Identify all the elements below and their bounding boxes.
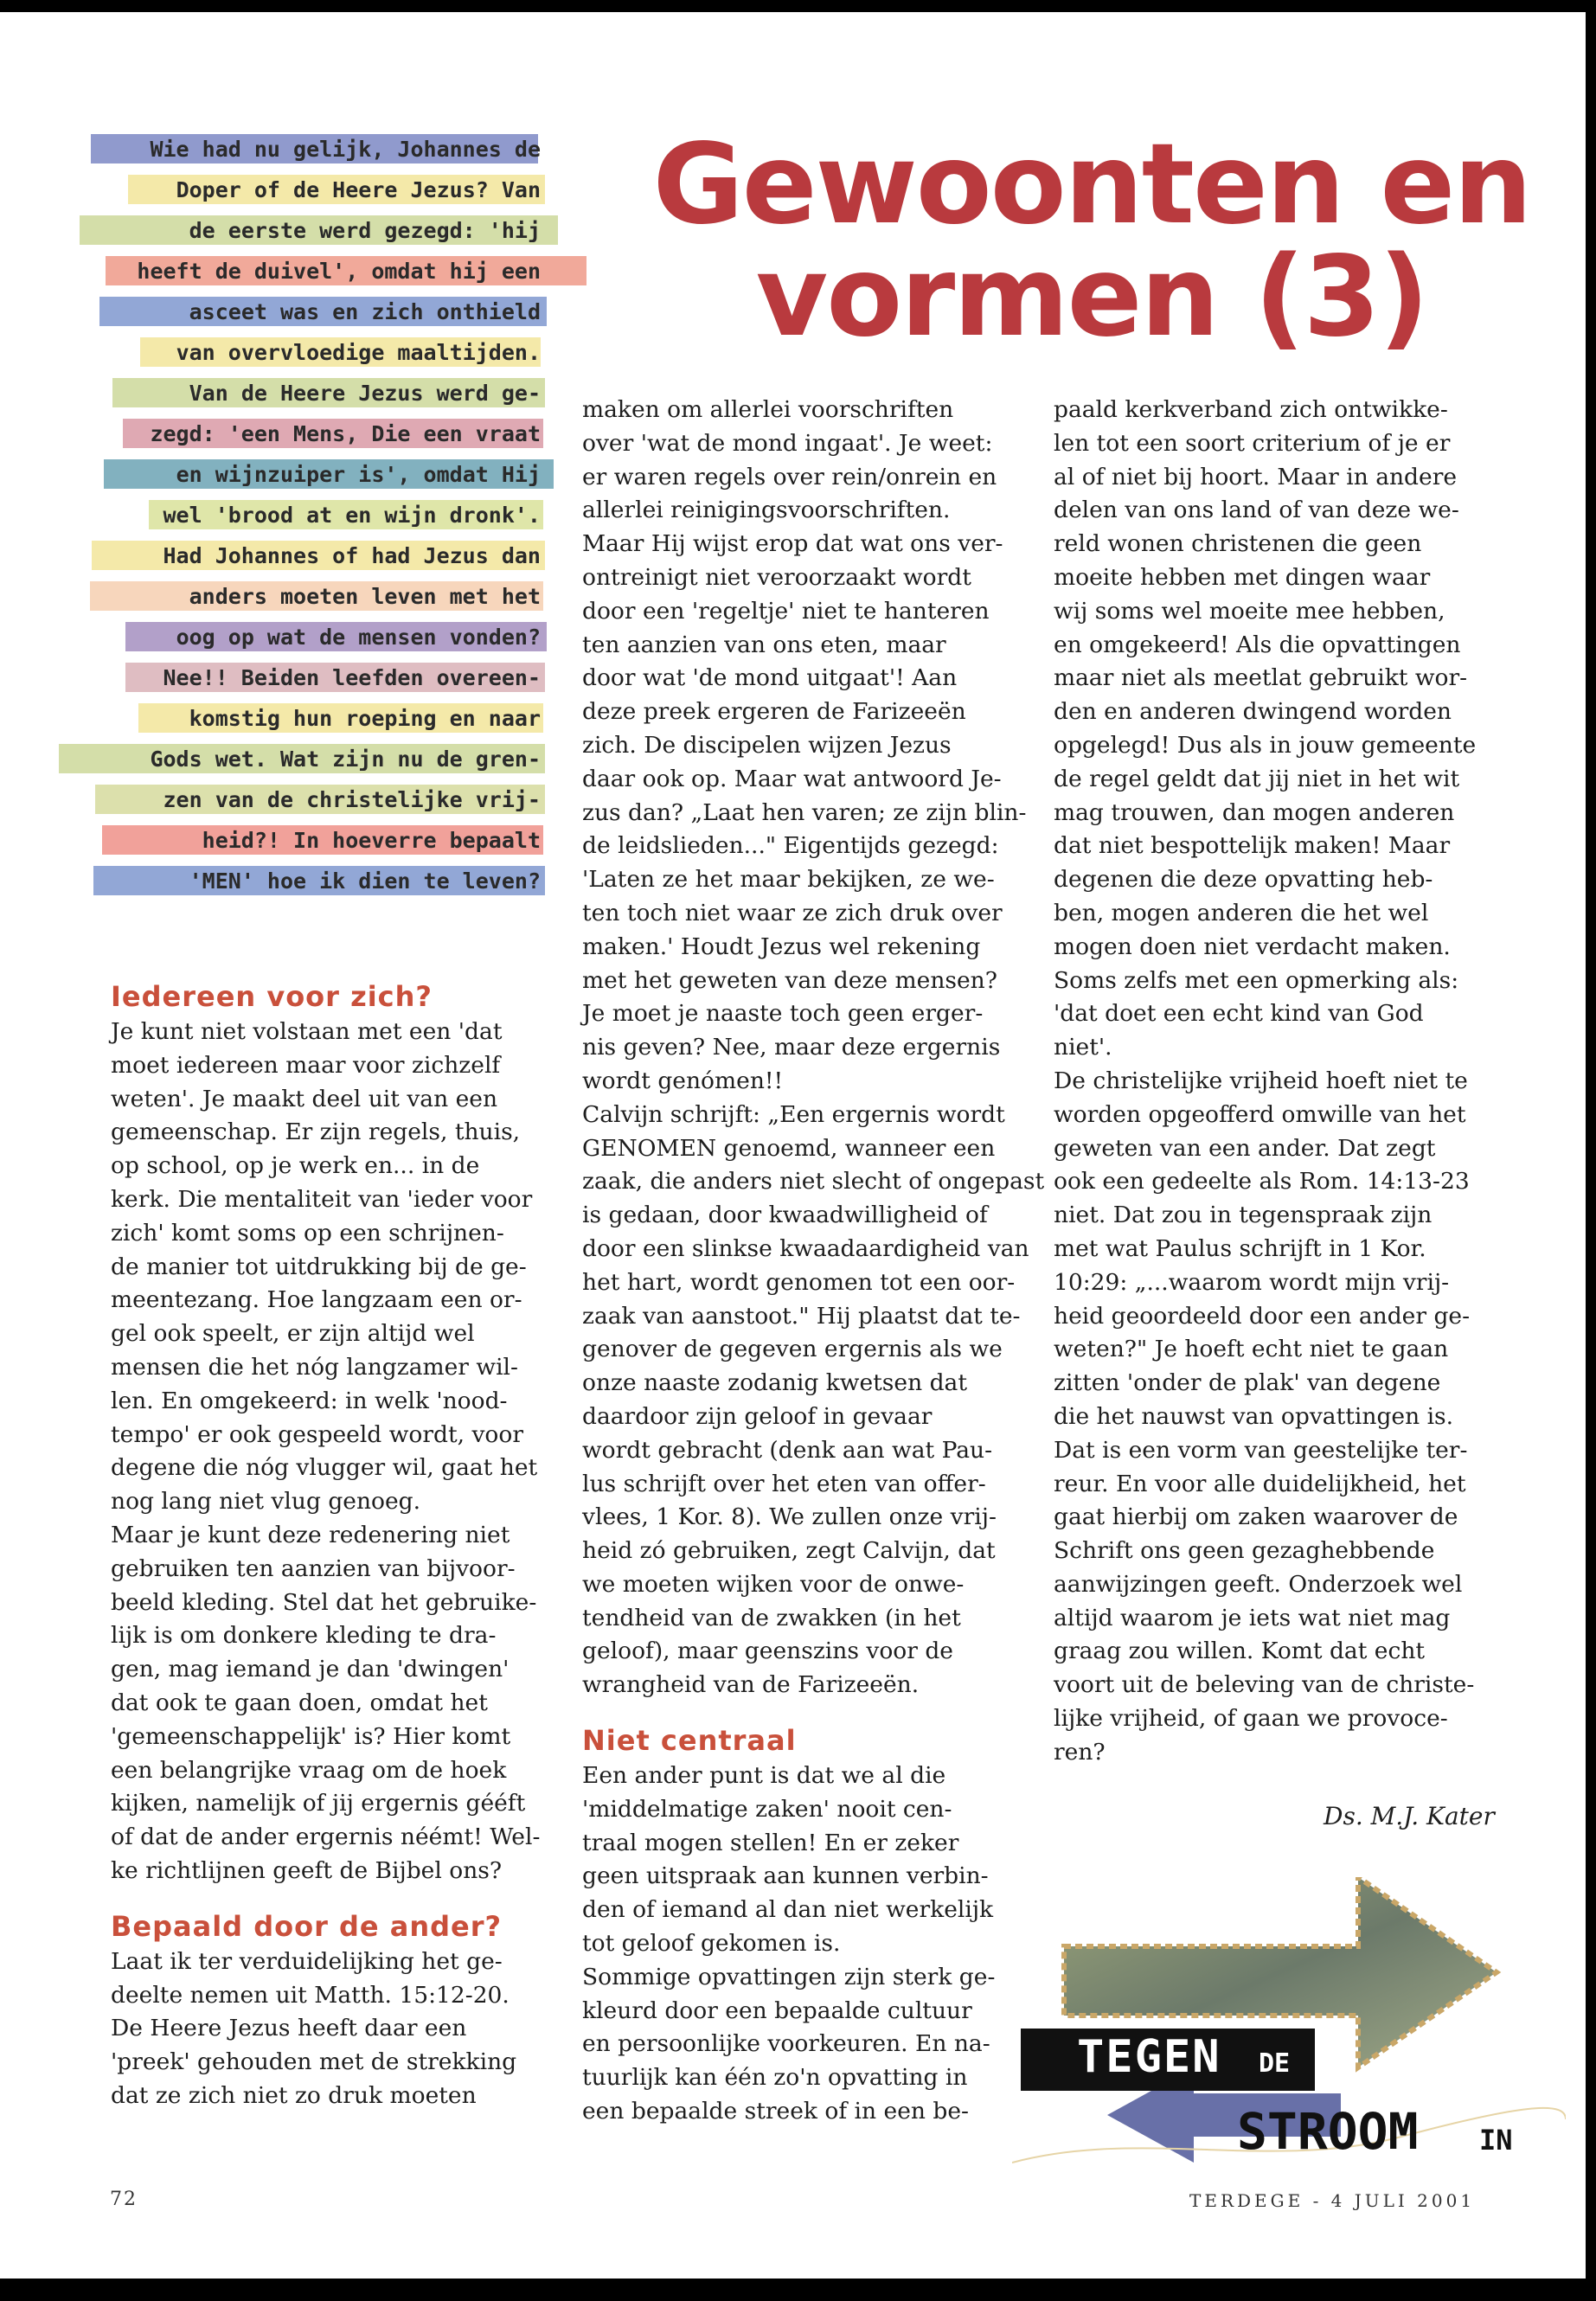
text-line: een belangrijke vraag om de hoek — [111, 1756, 507, 1784]
quote-line — [87, 376, 541, 411]
text-line: Dat is een vorm van geestelijke ter- — [1054, 1436, 1468, 1464]
text-line: en persoonlijke voorkeuren. En na- — [582, 2030, 990, 2058]
text-line: met het geweten van deze mensen? — [582, 966, 997, 994]
quote-line-text: de eerste werd gezegd: 'hij — [189, 218, 541, 243]
text-line: door een 'regeltje' niet te hanteren — [582, 597, 990, 625]
quote-line — [87, 254, 541, 289]
text-line: gebruiken ten aanzien van bijvoor- — [111, 1554, 516, 1582]
text-line: tot geloof gekomen is. — [582, 1930, 841, 1958]
quote-line — [87, 783, 541, 817]
text-line: Een ander punt is dat we al die — [582, 1762, 946, 1790]
text-line: zitten 'onder de plak' van degene — [1054, 1369, 1441, 1397]
paragraph — [1054, 394, 1476, 1770]
text-line: Maar Hij wijst erop dat wat ons ver- — [582, 530, 1003, 558]
text-line: degenen die deze opvatting heb- — [1054, 866, 1433, 894]
text-line: de leidslieden..." Eigentijds gezegd: — [582, 832, 999, 860]
text-line: zich. De discipelen wijzen Jezus — [582, 731, 952, 759]
column-1 — [111, 977, 540, 2113]
text-line: we moeten wijken voor de onwe- — [582, 1570, 965, 1598]
text-line: dat niet bespottelijk maken! Maar — [1054, 832, 1451, 860]
text-line: degene die nóg vlugger wil, gaat het — [111, 1454, 538, 1482]
quote-line — [87, 498, 541, 533]
logo-word-tegen: TEGEN — [1077, 2031, 1221, 2083]
section-heading: Iedereen voor zich? — [111, 980, 433, 1013]
text-line: kerk. Die mentaliteit van 'ieder voor — [111, 1185, 533, 1213]
quote-line-text: en wijnzuiper is', omdat Hij — [176, 462, 541, 487]
text-line: niet. Dat zou in tegenspraak zijn — [1054, 1202, 1433, 1229]
text-line: een bepaalde streek of in een be- — [582, 2098, 969, 2125]
text-line: maken om allerlei voorschriften — [582, 396, 954, 423]
quote-line — [87, 702, 541, 736]
text-line: meentezang. Hoe langzaam een or- — [111, 1286, 522, 1314]
text-line: geweten van een ander. Dat zegt — [1054, 1134, 1436, 1162]
text-line: dat ze zich niet zo druk moeten — [111, 2081, 477, 2109]
logo-word-in: IN — [1479, 2124, 1513, 2157]
text-line: wij soms wel moeite mee hebben, — [1054, 597, 1445, 625]
text-line: al of niet bij hoort. Maar in andere — [1054, 463, 1458, 490]
text-line: dat ook te gaan doen, omdat het — [111, 1689, 488, 1716]
quote-line — [87, 742, 541, 777]
text-line: graag zou willen. Komt dat echt — [1054, 1638, 1426, 1665]
paragraph — [582, 1759, 1044, 2129]
text-line: ren? — [1054, 1738, 1106, 1766]
text-line: wrangheid van de Farizeeën. — [582, 1671, 920, 1699]
quote-line-text: heid?! In hoeverre bepaalt — [202, 828, 541, 853]
text-line: GENOMEN genoemd, wanneer een — [582, 1134, 996, 1162]
quote-line-text: oog op wat de mensen vonden? — [176, 625, 541, 650]
text-line: len. En omgekeerd: in welk 'nood- — [111, 1387, 508, 1414]
text-line: aanwijzingen geeft. Onderzoek wel — [1054, 1570, 1463, 1598]
page-number: 72 — [110, 2189, 138, 2210]
text-line: zaak van aanstoot." Hij plaatst dat te- — [582, 1302, 1021, 1330]
text-line: mensen die het nóg langzamer wil- — [111, 1353, 518, 1381]
text-line: 'middelmatige zaken' nooit cen- — [582, 1795, 952, 1823]
scan-border-top — [0, 0, 1596, 12]
quote-line-text: Had Johannes of had Jezus dan — [163, 543, 541, 568]
text-line: den en anderen dwingend worden — [1054, 698, 1452, 726]
column-2 — [582, 394, 1044, 2129]
text-line: Je moet je naaste toch geen erger- — [582, 1000, 984, 1028]
text-line: tempo' er ook gespeeld wordt, voor — [111, 1420, 523, 1448]
quote-line — [87, 214, 541, 248]
text-line: De Heere Jezus heeft daar een — [111, 2015, 467, 2042]
quote-line-text: Nee!! Beiden leefden overeen- — [163, 665, 541, 690]
quote-line-text: heeft de duivel', omdat hij een — [137, 259, 541, 284]
text-line: onze naaste zodanig kwetsen dat — [582, 1369, 967, 1397]
quote-line — [87, 620, 541, 655]
text-line: tuurlijk kan één zo'n opvatting in — [582, 2064, 968, 2092]
text-line: geen uitspraak aan kunnen verbin- — [582, 1862, 989, 1890]
text-line: door een slinkse kwaadaardigheid van — [582, 1234, 1029, 1262]
text-line: ben, mogen anderen die het wel — [1054, 899, 1429, 926]
text-line: lijk is om donkere kleding te dra- — [111, 1622, 497, 1650]
text-line: gen, mag iemand je dan 'dwingen' — [111, 1656, 510, 1683]
paragraph — [111, 1016, 540, 1888]
quote-line-text: wel 'brood at en wijn dronk'. — [163, 503, 541, 528]
text-line: reur. En voor alle duidelijkheid, het — [1054, 1470, 1466, 1497]
article-title-line-1: Gewoonten en — [652, 120, 1531, 249]
quote-line-text: zen van de christelijke vrij- — [163, 787, 541, 812]
text-line: vlees, 1 Kor. 8). We zullen onze vrij- — [582, 1503, 997, 1531]
quote-line — [87, 336, 541, 370]
text-line: is gedaan, door kwaadwilligheid of — [582, 1202, 988, 1229]
text-line: die het nauwst van opvattingen is. — [1054, 1402, 1454, 1430]
text-line: nis geven? Nee, maar deze ergernis — [582, 1034, 1001, 1061]
text-line: tendheid van de zwakken (in het — [582, 1604, 961, 1631]
text-line: Laat ik ter verduidelijking het ge- — [111, 1947, 503, 1975]
text-line: opgelegd! Dus als in jouw gemeente — [1054, 731, 1477, 759]
text-line: allerlei reinigingsvoorschriften. — [582, 497, 951, 524]
text-line: kijken, namelijk of jij ergernis gééft — [111, 1790, 526, 1817]
text-line: delen van ons land of van deze we- — [1054, 497, 1459, 524]
text-line: De christelijke vrijheid hoeft niet te — [1054, 1067, 1468, 1094]
quote-line — [87, 539, 541, 574]
text-line: het hart, wordt genomen tot een oor- — [582, 1268, 1016, 1296]
text-line: of dat de ander ergernis néémt! Wel- — [111, 1823, 541, 1851]
quote-line-text: 'MEN' hoe ik dien te leven? — [189, 868, 541, 894]
text-line: 'preek' gehouden met de strekking — [111, 2048, 517, 2076]
text-line: 'gemeenschappelijk' is? Hier komt — [111, 1722, 511, 1750]
text-line: worden opgeofferd omwille van het — [1054, 1100, 1466, 1128]
article-title-line-2: vormen (3) — [755, 233, 1428, 362]
quote-line — [87, 864, 541, 899]
text-line: paald kerkverband zich ontwikke- — [1054, 396, 1448, 423]
text-line: lijke vrijheid, of gaan we provoce- — [1054, 1705, 1448, 1733]
quote-line — [87, 417, 541, 452]
text-line: zaak, die anders niet slecht of ongepast — [582, 1168, 1045, 1195]
text-line: nog lang niet vlug genoeg. — [111, 1488, 421, 1516]
text-line: traal mogen stellen! En er zeker — [582, 1829, 959, 1856]
text-line: den of iemand al dan niet werkelijk — [582, 1896, 994, 1924]
text-line: len tot een soort criterium of je er — [1054, 429, 1451, 457]
text-line: door wat 'de mond uitgaat'! Aan — [582, 664, 958, 692]
paragraph — [582, 394, 1044, 1702]
text-line: ontreinigt niet veroorzaakt wordt — [582, 563, 971, 591]
text-line: ten toch niet waar ze zich druk over — [582, 899, 1003, 926]
text-line: gel ook speelt, er zijn altijd wel — [111, 1320, 475, 1348]
text-line: wordt gebracht (denk aan wat Pau- — [582, 1436, 993, 1464]
quote-line — [87, 295, 541, 330]
text-line: Soms zelfs met een opmerking als: — [1054, 966, 1459, 994]
text-line: er waren regels over rein/onrein en — [582, 463, 997, 490]
text-line: zich' komt soms op een schrijnen- — [111, 1219, 504, 1247]
text-line: weten'. Je maakt deel uit van een — [111, 1085, 498, 1112]
text-line: mogen doen niet verdacht maken. — [1054, 933, 1451, 960]
text-line: de manier tot uitdrukking bij de ge- — [111, 1253, 527, 1280]
quote-line — [87, 661, 541, 695]
quote-line-text: anders moeten leven met het — [189, 584, 541, 609]
text-line: en omgekeerd! Als die opvattingen — [1054, 631, 1461, 658]
text-line: lus schrijft over het eten van offer- — [582, 1470, 986, 1497]
quote-line-text: asceet was en zich onthield — [189, 299, 541, 324]
text-line: de regel geldt dat jij niet in het wit — [1054, 765, 1460, 792]
text-line: mag trouwen, dan mogen anderen — [1054, 798, 1455, 826]
text-line: moeite hebben met dingen waar — [1054, 563, 1431, 591]
text-line: deelte nemen uit Matth. 15:12-20. — [111, 1981, 510, 2009]
quote-line — [87, 824, 541, 858]
text-line: moet iedereen maar voor zichzelf — [111, 1051, 501, 1079]
text-line: heid zó gebruiken, zegt Calvijn, dat — [582, 1537, 996, 1565]
quote-line-text: komstig hun roeping en naar — [189, 706, 541, 731]
text-line: maar niet als meetlat gebruikt wor- — [1054, 664, 1468, 692]
quote-line — [87, 580, 541, 614]
logo-word-de: DE — [1259, 2048, 1291, 2079]
text-line: op school, op je werk en... in de — [111, 1152, 480, 1180]
text-line: met wat Paulus schrijft in 1 Kor. — [1054, 1234, 1426, 1262]
paragraph — [111, 1945, 540, 2113]
logo-word-stroom: STROOM — [1237, 2102, 1419, 2161]
text-line: reld wonen christenen die geen — [1054, 530, 1422, 558]
text-line: genover de gegeven ergernis als we — [582, 1336, 1003, 1363]
text-line: daar ook op. Maar wat antwoord Je- — [582, 765, 1002, 792]
quote-line — [87, 173, 541, 208]
quote-line-text: van overvloedige maaltijden. — [176, 340, 541, 365]
quote-line-text: Doper of de Heere Jezus? Van — [176, 177, 541, 202]
quote-line-text: Gods wet. Wat zijn nu de gren- — [150, 747, 541, 772]
text-line: Sommige opvattingen zijn sterk ge- — [582, 1963, 996, 1990]
text-line: kleurd door een bepaalde cultuur — [582, 1997, 972, 2024]
text-line: 'Laten ze het maar bekijken, ze we- — [582, 866, 995, 894]
scan-border-right — [1586, 0, 1596, 2301]
author-signature: Ds. M.J. Kater — [1324, 1802, 1495, 1830]
text-line: ke richtlijnen geeft de Bijbel ons? — [111, 1856, 503, 1884]
section-heading: Niet centraal — [582, 1724, 797, 1758]
text-line: wordt genómen!! — [582, 1067, 784, 1094]
text-line: gaat hierbij om zaken waarover de — [1054, 1503, 1458, 1531]
text-line: 'dat doet een echt kind van God — [1054, 1000, 1424, 1028]
text-line: altijd waarom je iets wat niet mag — [1054, 1604, 1451, 1631]
text-line: maken.' Houdt Jezus wel rekening — [582, 933, 981, 960]
column-3 — [1054, 394, 1476, 1770]
publication-footer: TERDEGE - 4 JULI 2001 — [1189, 2190, 1476, 2211]
text-line: over 'wat de mond ingaat'. Je weet: — [582, 429, 993, 457]
text-line: Schrift ons geen gezaghebbende — [1054, 1537, 1435, 1565]
text-line: voort uit de beleving van de christe- — [1054, 1671, 1475, 1699]
text-line: gemeenschap. Er zijn regels, thuis, — [111, 1118, 521, 1146]
quote-line — [87, 132, 541, 167]
text-line: beeld kleding. Stel dat het gebruike- — [111, 1588, 537, 1616]
text-line: ten aanzien van ons eten, maar — [582, 631, 946, 658]
quote-line — [87, 458, 541, 492]
scan-border-bottom — [0, 2279, 1596, 2301]
text-line: zus dan? „Laat hen varen; ze zijn blin- — [582, 798, 1027, 826]
quote-line-text: Van de Heere Jezus werd ge- — [189, 381, 541, 406]
text-line: ook een gedeelte als Rom. 14:13-23 — [1054, 1168, 1470, 1195]
text-line: Maar je kunt deze redenering niet — [111, 1521, 510, 1548]
text-line: 10:29: „...waarom wordt mijn vrij- — [1054, 1268, 1450, 1296]
text-line: geloof), maar geenszins voor de — [582, 1638, 953, 1665]
quote-line-text: Wie had nu gelijk, Johannes de — [150, 137, 541, 162]
text-line: niet'. — [1054, 1034, 1112, 1061]
text-line: Je kunt niet volstaan met een 'dat — [111, 1018, 503, 1045]
section-heading: Bepaald door de ander? — [111, 1909, 503, 1943]
text-line: daardoor zijn geloof in gevaar — [582, 1402, 933, 1430]
text-line: heid geoordeeld door een ander ge- — [1054, 1302, 1471, 1330]
text-line: deze preek ergeren de Farizeeën — [582, 698, 966, 726]
text-line: Calvijn schrijft: „Een ergernis wordt — [582, 1100, 1005, 1128]
text-line: weten?" Je hoeft echt niet te gaan — [1054, 1336, 1449, 1363]
quote-line-text: zegd: 'een Mens, Die een vraat — [150, 421, 541, 446]
